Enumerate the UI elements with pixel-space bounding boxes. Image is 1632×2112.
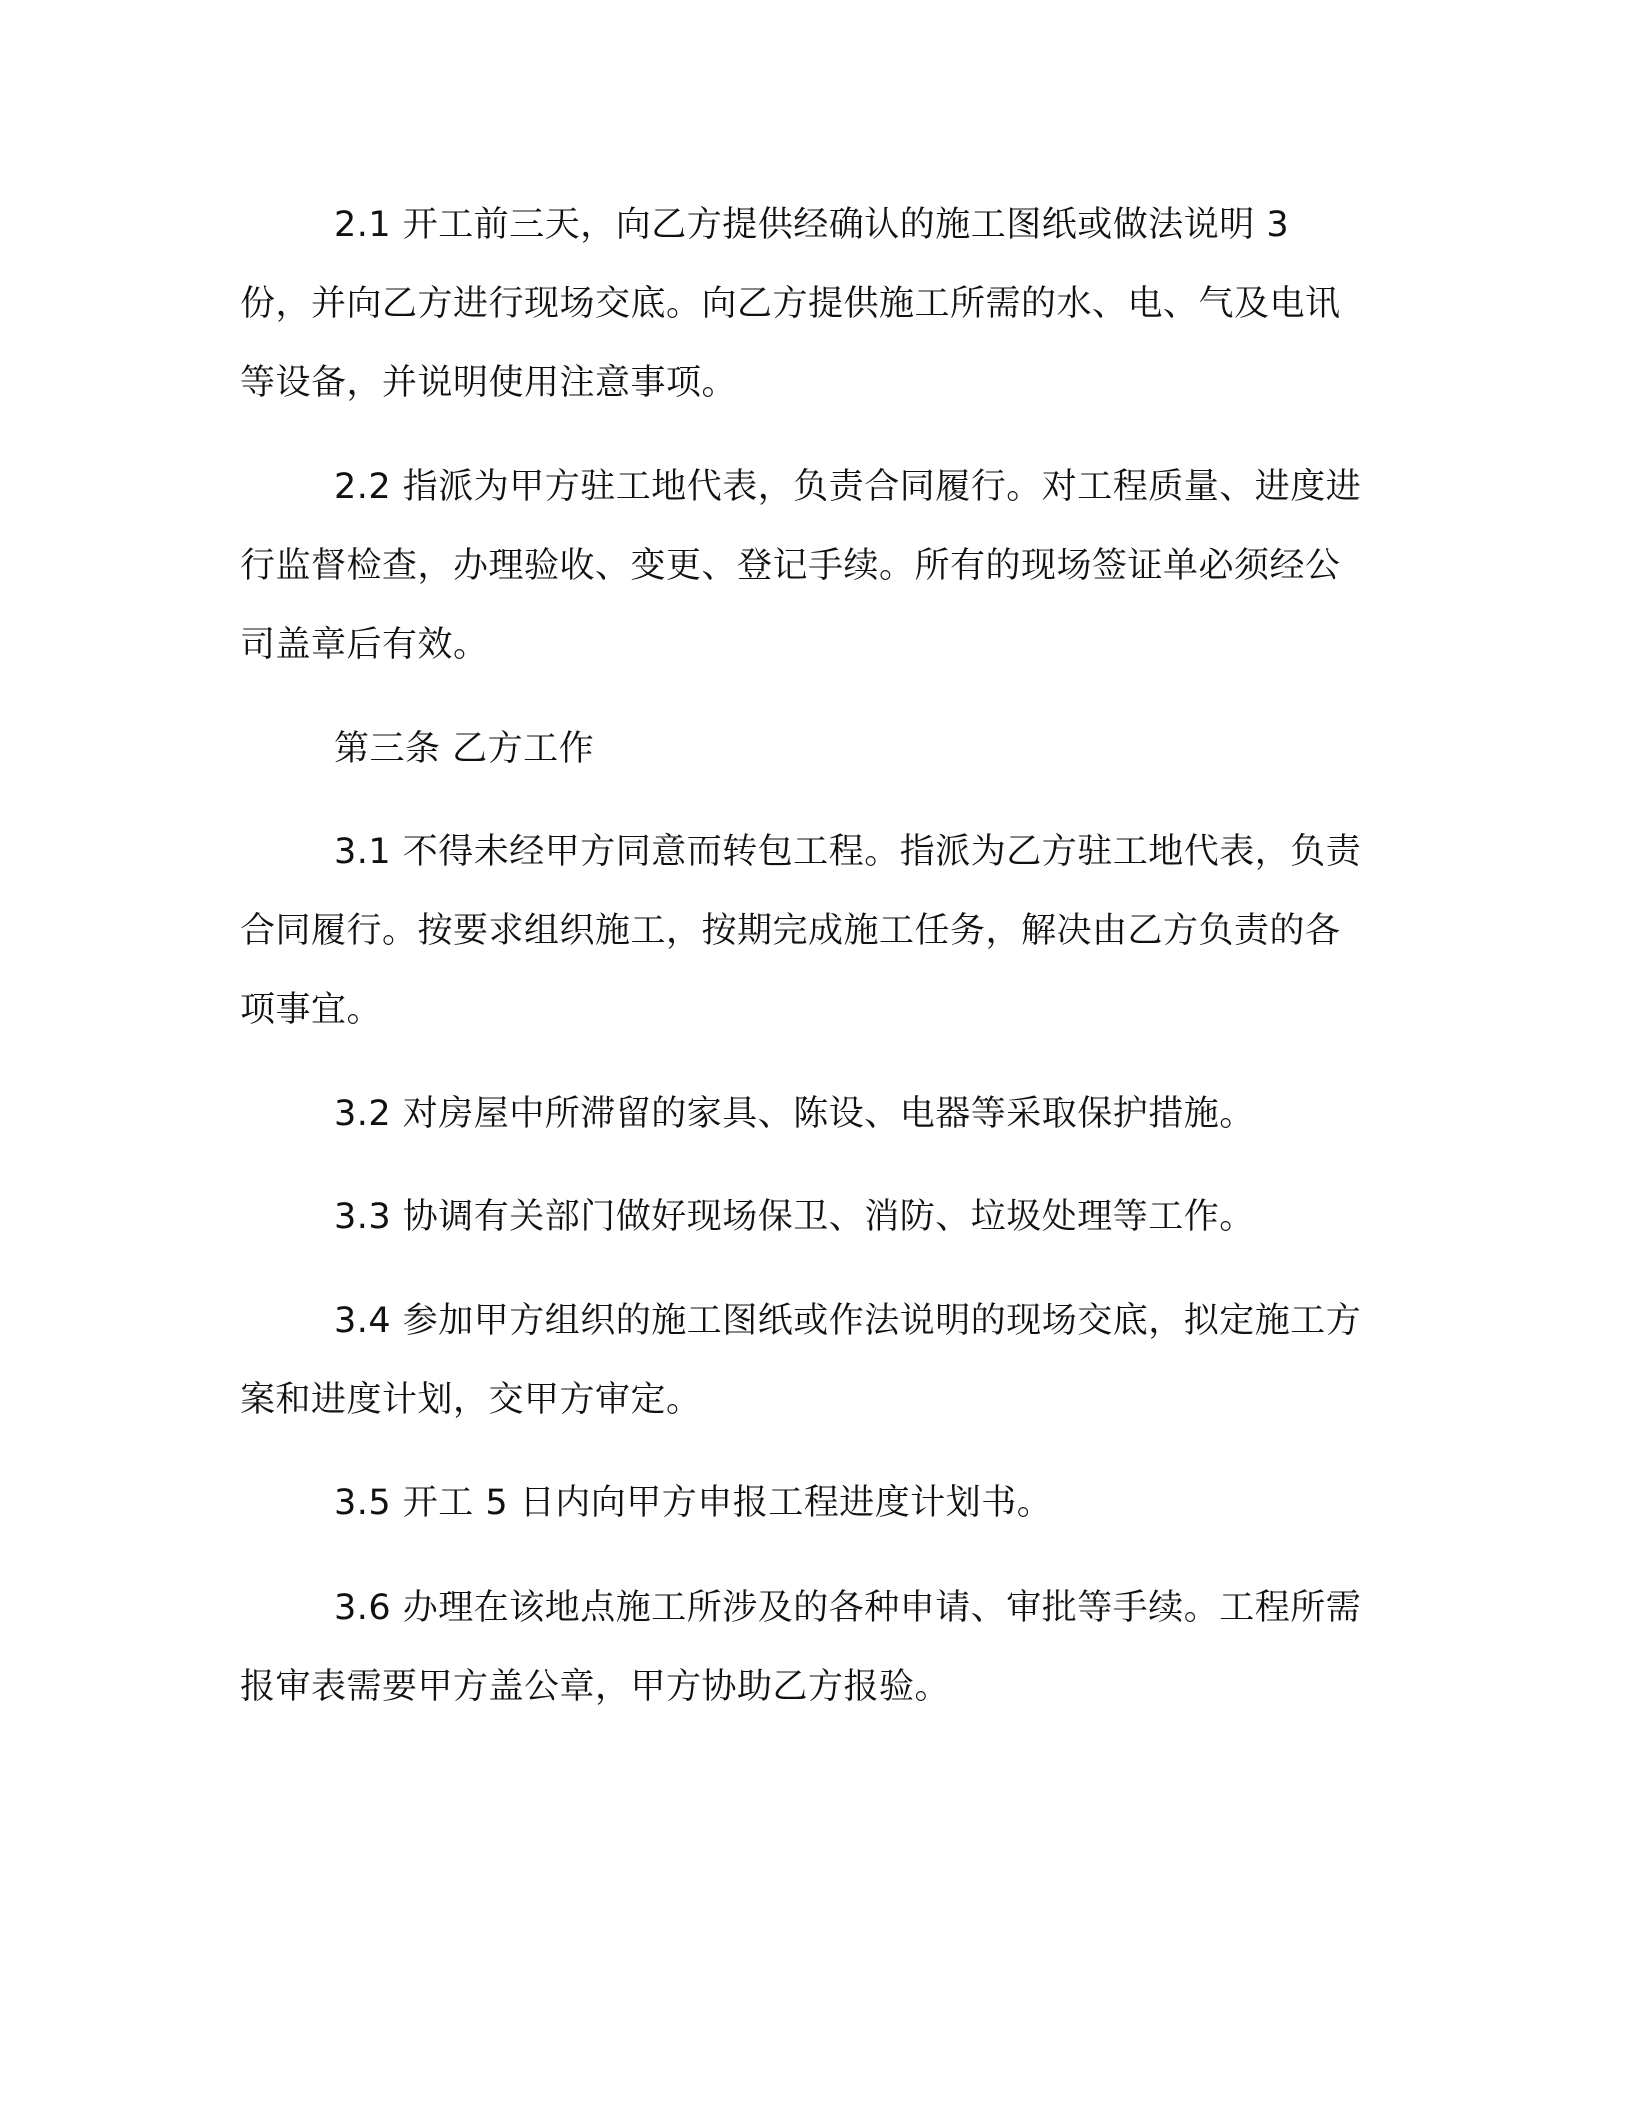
paragraph-3-3: 3.3 协调有关部门做好现场保卫、消防、垃圾处理等工作。 <box>334 1197 1255 1237</box>
paragraph-3-1: 3.1 不得未经甲方同意而转包工程。指派为乙方驻工地代表，负责合同履行。按要求组织施工，按期完成施工任务，解决由乙方负责的各项事宜。 <box>240 832 1362 1030</box>
paragraph-3-5: 3.5 开工 5 日内向甲方申报工程进度计划书。 <box>334 1483 1053 1523</box>
paragraph-3-4: 3.4 参加甲方组织的施工图纸或作法说明的现场交底，拟定施工方案和进度计划，交甲方审定。 <box>240 1301 1362 1420</box>
section-heading-article-3: 第三条 乙方工作 <box>334 729 595 769</box>
paragraph-3-6: 3.6 办理在该地点施工所涉及的各种申请、审批等手续。工程所需报审表需要甲方盖公章，甲方协助乙方报验。 <box>240 1588 1362 1707</box>
paragraph-2-1: 2.1 开工前三天，向乙方提供经确认的施工图纸或做法说明 3 份，并向乙方进行现场交底。向乙方提供施工所需的水、电、气及电讯等设备，并说明使用注意事项。 <box>240 205 1341 403</box>
paragraph-2-2: 2.2 指派为甲方驻工地代表，负责合同履行。对工程质量、进度进行监督检查，办理验收、变更、登记手续。所有的现场签证单必须经公司盖章后有效。 <box>240 467 1362 665</box>
paragraph-3-2: 3.2 对房屋中所滞留的家具、陈设、电器等采取保护措施。 <box>334 1094 1255 1134</box>
document-body <box>240 186 1370 1727</box>
